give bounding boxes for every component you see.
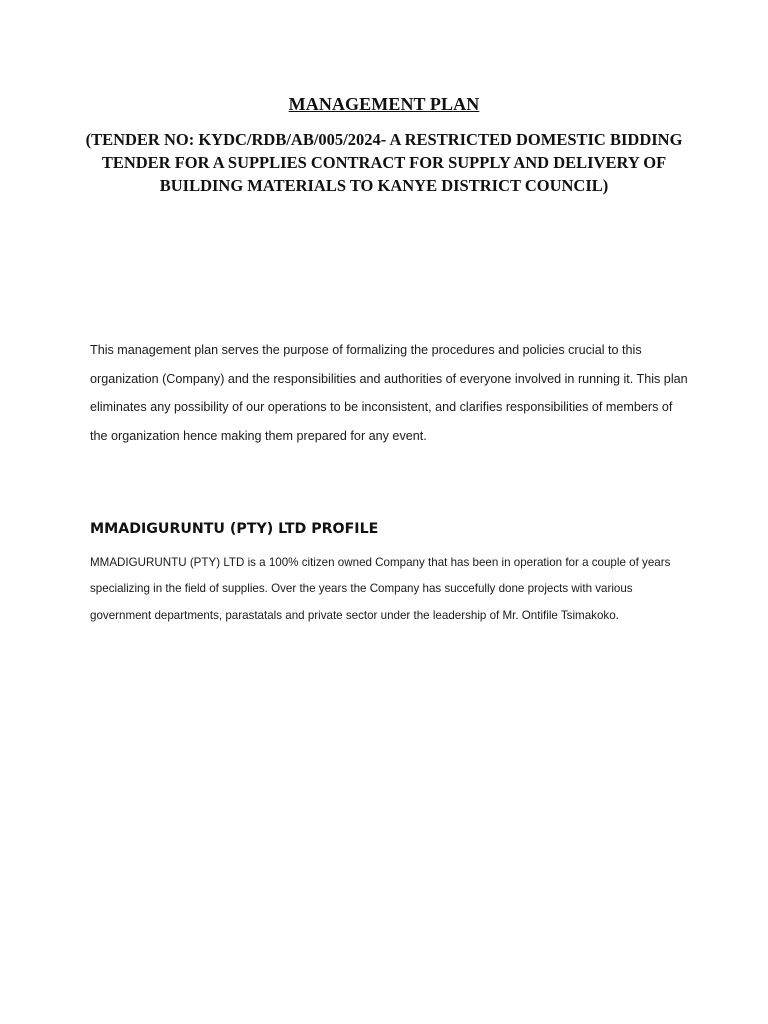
profile-paragraph: MMADIGURUNTU (PTY) LTD is a 100% citizen owned Company that has been in operation for a couple of years specializing in the field of supplies. Over the years the Company has succefully done projects with various government departments, parastatals and private sector under the leadership of Mr. Ontifile Tsimakoko.: [90, 556, 671, 622]
profile-heading: MMADIGURUNTU (PTY) LTD PROFILE: [90, 521, 379, 537]
tender-subtitle: (TENDER NO: KYDC/RDB/AB/005/2024- A RESTRICTED DOMESTIC BIDDING TENDER FOR A SUPPLIES CONTRACT FOR SUPPLY AND DELIVERY OF BUILDING MATERIALS TO KANYE DISTRICT COUNCIL): [85, 130, 683, 195]
intro-paragraph: This management plan serves the purpose of formalizing the procedures and policies crucial to this organization (Company) and the responsibilities and authorities of everyone involved in running it. This plan eliminates any possibility of our operations to be inconsistent, and clarifies responsibilities of members of the organization hence making them prepared for any event.: [90, 343, 688, 443]
document-title: MANAGEMENT PLAN: [288, 94, 480, 114]
